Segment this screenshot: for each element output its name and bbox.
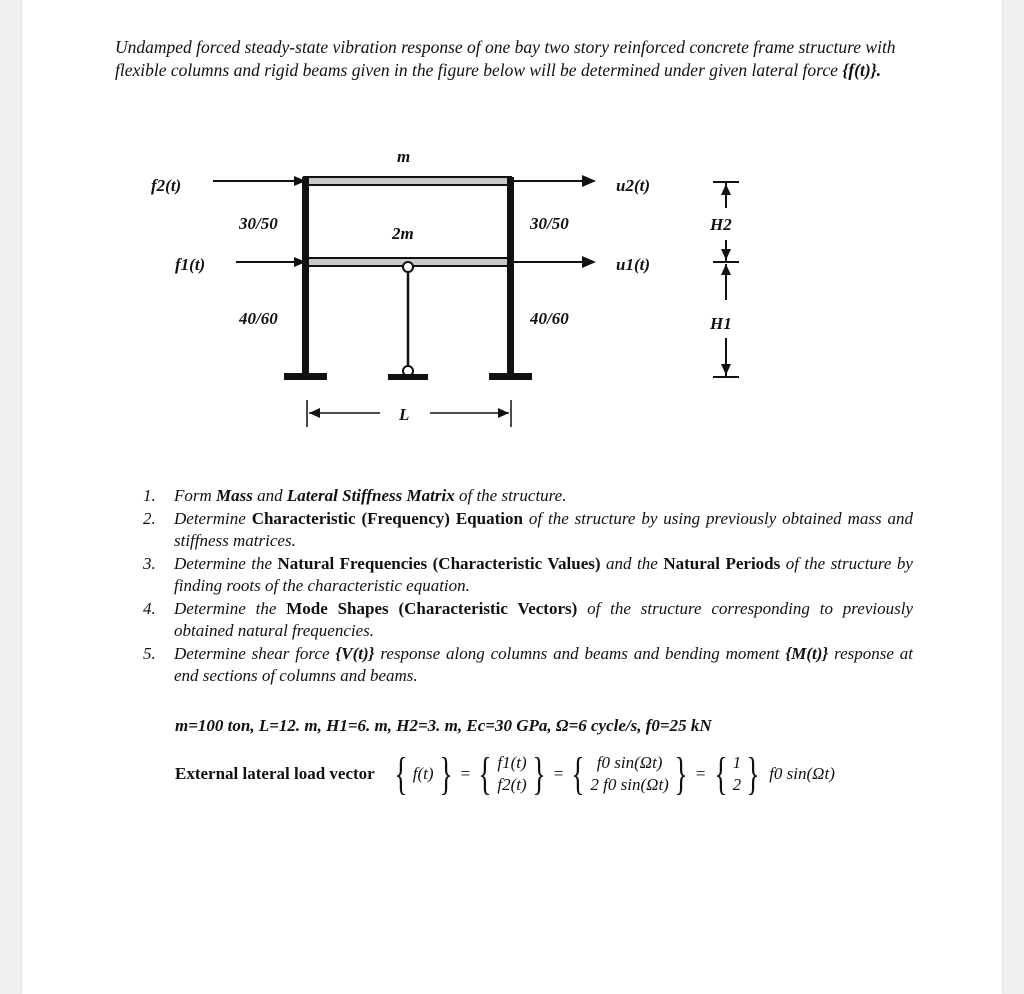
beam-top [304, 177, 511, 185]
load-vector-equation: { f(t) } = { f1(t) f2(t) } = { f0 sin(Ωt) 2 f0 sin(Ωt) } = { 1 2 } f0 sin(Ωt) [394, 748, 835, 799]
task-emphasis: Natural Periods [663, 553, 781, 573]
force-top-label: f2(t) [151, 176, 182, 195]
support-middle [388, 374, 428, 380]
force-top-arrow [213, 176, 306, 186]
intro-text: Undamped forced steady-state vibration response of one bay two story reinforced concrete frame structure with flexible columns and rigid beams given in the figure below will be determined under given lateral force [115, 37, 896, 80]
task-emphasis: Lateral Stiffness Matrix [286, 486, 455, 505]
task-list [143, 485, 913, 688]
load-tail: f0 sin(Ωt) [769, 764, 835, 783]
task-item [143, 598, 913, 643]
load-vector-row [175, 744, 835, 804]
height-bottom-label: H1 [710, 314, 732, 333]
column-left [302, 177, 309, 374]
displacement-bottom-label: u1(t) [616, 255, 650, 274]
force-bottom-arrow [236, 257, 306, 267]
vector1-top: f1(t) [497, 753, 527, 772]
task-number: 2. [143, 508, 156, 528]
parameter-line: m=100 ton, L=12. m, H1=6. m, H2=3. m, Ec=30 GPa, Ω=6 cycle/s, f0=25 kN [175, 716, 712, 735]
task-text: response along columns and beams and bending moment [374, 643, 786, 663]
frame-figure [0, 0, 1024, 480]
task-emphasis: Mass [216, 486, 253, 505]
vector2-top: f0 sin(Ωt) [596, 753, 663, 772]
intro-force-symbol: {f(t)}. [842, 60, 882, 80]
column-label-bottom-right: 40/60 [530, 309, 569, 328]
task-emphasis: {M(t)} [785, 643, 829, 663]
task-item [143, 508, 913, 553]
height-top-label: H2 [710, 215, 732, 234]
vector2-bottom: 2 f0 sin(Ωt) [590, 775, 669, 794]
vector3-top: 1 [732, 753, 742, 772]
support-right [489, 373, 532, 380]
task-text: Determine the [174, 553, 278, 573]
task-emphasis: {V(t)} [335, 643, 375, 663]
load-lhs: f(t) [412, 764, 434, 783]
task-text: Determine the [174, 598, 287, 618]
task-emphasis: Characteristic (Frequency) Equation [251, 508, 523, 528]
task-number: 1. [143, 486, 156, 505]
mass-top-label: m [397, 147, 411, 166]
task-text: and the [600, 553, 664, 573]
task-text: response at end sections of columns and beams. [174, 643, 914, 685]
displacement-bottom-arrow [514, 256, 596, 268]
task-text: Determine shear force [174, 643, 336, 663]
task-number: 3. [143, 553, 156, 573]
mass-bottom-label: 2m [392, 224, 414, 243]
task-number: 4. [143, 598, 156, 618]
vector1-bottom: f2(t) [497, 775, 527, 794]
task-text: of the structure corresponding to previously obtained natural frequencies. [174, 598, 913, 640]
pin-top [403, 262, 413, 272]
task-item [143, 485, 913, 508]
height-dimension [713, 182, 739, 377]
column-label-bottom-left: 40/60 [239, 309, 278, 328]
task-text: of the structure by finding roots of the characteristic equation. [174, 553, 913, 595]
load-vector-label: External lateral load vector [175, 764, 375, 783]
force-bottom-label: f1(t) [175, 255, 206, 274]
task-item [143, 553, 913, 598]
column-right [507, 177, 514, 374]
task-text: Determine [174, 508, 252, 528]
task-text: Form [174, 486, 217, 505]
support-left [284, 373, 327, 380]
task-text: of the structure. [454, 486, 567, 505]
task-emphasis: Natural Frequencies (Characteristic Values) [277, 553, 601, 573]
column-label-top-right: 30/50 [530, 214, 569, 233]
task-text: of the structure by using previously obtained mass and stiffness matrices. [174, 508, 914, 550]
displacement-top-arrow [514, 175, 596, 187]
task-number: 5. [143, 643, 156, 663]
vector3-bottom: 2 [732, 775, 742, 794]
column-label-top-left: 30/50 [239, 214, 278, 233]
displacement-top-label: u2(t) [616, 176, 650, 195]
task-emphasis: Mode Shapes (Characteristic Vectors) [286, 598, 578, 618]
span-label: L [399, 405, 410, 424]
task-item [143, 643, 913, 688]
task-text: and [252, 486, 287, 505]
